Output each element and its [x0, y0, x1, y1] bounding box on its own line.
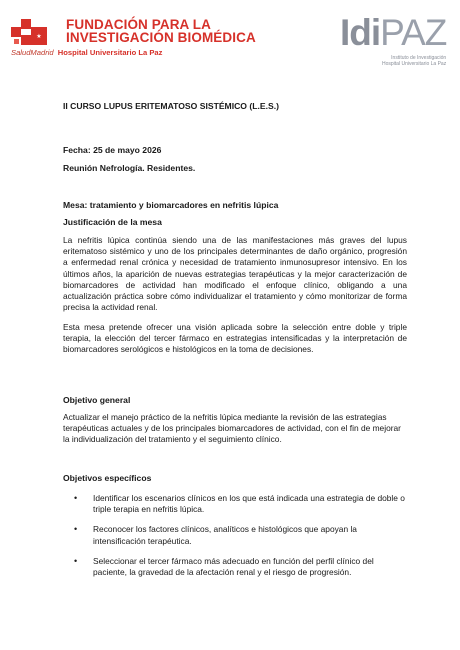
idipaz-wordmark-paz: PAZ	[380, 12, 447, 53]
fundacion-name	[66, 18, 256, 44]
list-item	[63, 493, 407, 515]
hospital-label: Hospital Universitario La Paz	[57, 48, 163, 57]
bullet-icon: •	[74, 524, 78, 535]
idipaz-wordmark-id: Idi	[340, 12, 381, 53]
idipaz-logo	[340, 12, 450, 74]
course-title: II CURSO LUPUS ERITEMATOSO SISTÉMICO (L.E.S.)	[63, 101, 279, 111]
specific-objectives-heading: Objetivos específicos	[63, 473, 152, 483]
list-item	[63, 556, 407, 578]
document-header	[0, 0, 460, 90]
fundacion-subline	[11, 48, 162, 57]
salud-madrid-label: SaludMadrid	[11, 48, 54, 57]
session-title: Mesa: tratamiento y biomarcadores en nefritis lúpica	[63, 200, 279, 210]
meeting-type: Reunión Nefrología. Residentes.	[63, 163, 196, 173]
list-item-text: Reconocer los factores clínicos, analíticos e histológicos que apoyan la intensificación terapéutica.	[93, 524, 357, 546]
svg-text:★: ★	[36, 33, 42, 40]
general-objective-paragraph: Actualizar el manejo práctico de la nefritis lúpica mediante la revisión de las estrategias terapéuticas actuales y de los principales biomarcadores de actividad, con el fin de mejorar la individualización del tratamiento y el seguimiento clínico.	[63, 412, 401, 445]
general-objective-heading: Objetivo general	[63, 395, 131, 405]
fundacion-logo	[11, 17, 271, 57]
specific-objectives-list	[63, 493, 407, 587]
fundacion-name-line1: FUNDACIÓN PARA LA	[66, 17, 211, 32]
justification-heading: Justificación de la mesa	[63, 217, 162, 227]
list-item-text: Identificar los escenarios clínicos en los que está indicada una estrategia de doble o triple terapia en nefritis lúpica.	[93, 493, 405, 515]
justification-paragraph-2: Esta mesa pretende ofrecer una visión aplicada sobre la selección entre doble y triple terapia, la elección del tercer fármaco en estrategias intensificadas y la interpretación de biomarcadores serológicos e histológicos en la toma de decisiones.	[63, 322, 407, 355]
justification-paragraph-1: La nefritis lúpica continúa siendo una de las manifestaciones más graves del lupus eritematoso sistémico y uno de los principales determinantes de daño orgánico, progresión a enfermedad renal crónica y necesidad de tratamiento inmunosupresor intensivo. En los últimos años, la aparición de nuevas estrategias terapéuticas y la mejor caracterización de biomarcadores de actividad han modificado el enfoque clínico, obligando a una actualización práctica sobre cómo individualizar el tratamiento y cómo monitorizar de forma precisa la actividad renal.	[63, 235, 407, 313]
bullet-icon: •	[74, 555, 78, 566]
idipaz-tagline	[382, 55, 446, 67]
fundacion-name-line2: INVESTIGACIÓN BIOMÉDICA	[66, 30, 256, 45]
bullet-icon: •	[74, 493, 78, 503]
idipaz-tagline-line2: Hospital Universitario La Paz	[382, 61, 447, 67]
idipaz-wordmark	[340, 14, 446, 52]
list-item-text: Seleccionar el tercer fármaco más adecuado en función del perfil clínico del paciente, la gravedad de la afectación renal y el riesgo de progresión.	[93, 555, 374, 578]
list-item	[63, 524, 407, 546]
idipaz-tagline-line1: Instituto de Investigación	[391, 55, 447, 61]
meeting-date: Fecha: 25 de mayo 2026	[63, 145, 162, 155]
